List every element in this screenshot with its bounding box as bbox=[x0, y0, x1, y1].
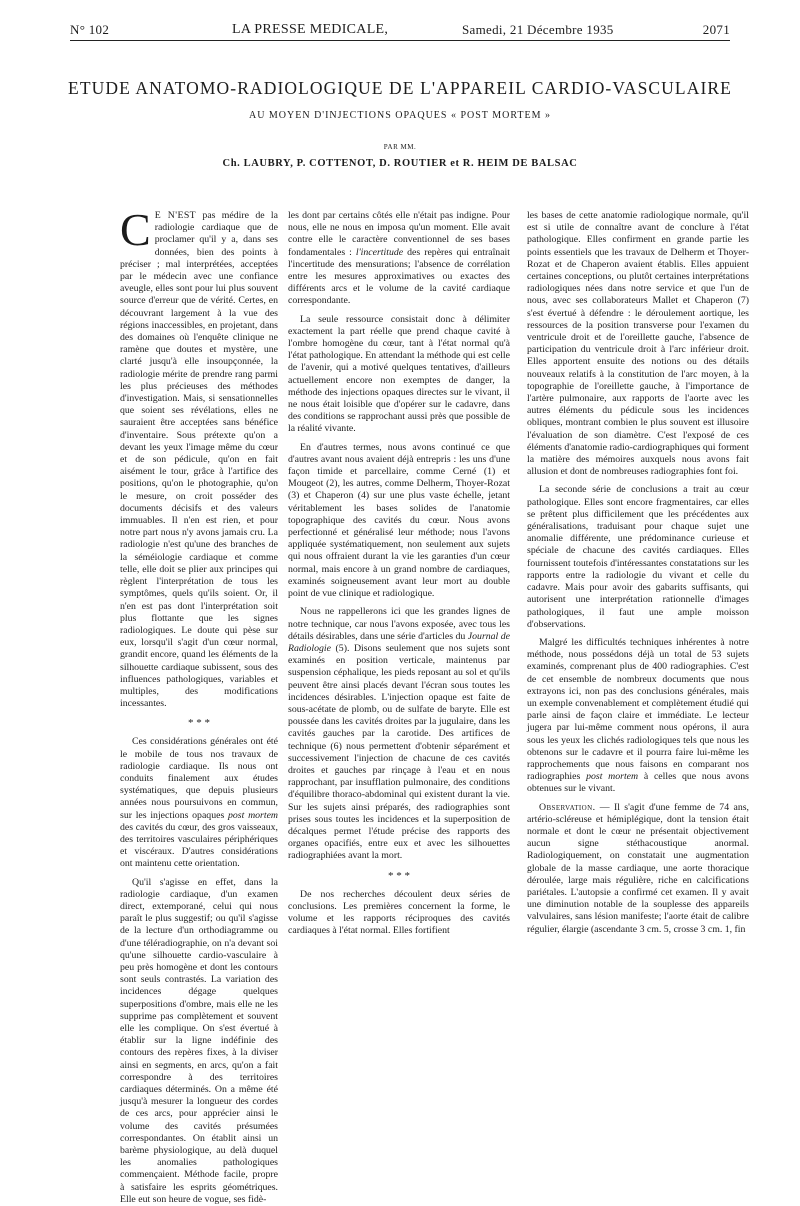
paragraph-text: des cavités du cœur, des gros vaisseaux, des territoires vasculaires périphériques et viscéraux. D'autres considérations ont maintenu cette orientation. bbox=[120, 821, 278, 870]
paragraph-text: — Il s'agit d'une femme de 74 ans, artério-scléreuse et hémiplégique, dont la tension était normale et dont le cœur ne présentait objectivement aucun signe stéthacoustique anormal. Radiologiquement, on constatait une augmentation globale de la masse cardiaque, une aorte thoracique déroulée, large mais régulière, riche en calcifications pariétales. L'autopsie a confirmé cet examen. Il y avait une diminution notable de la souplesse des appareils valvulaires, sans lésion manifeste; l'aorte était de calibre régulier, élargie (ascendante 3 cm. 5, crosse 3 cm. 1, fin bbox=[527, 801, 749, 935]
paragraph bbox=[288, 210, 510, 308]
paragraph-text: pas médire de la radiologie cardiaque que de proclamer qu'il y a, dans ses données, bien des points à préciser ; mal interprétées, acceptées par le médecin avec une confiance aveugle, elles sont pour lui plus souvent source d'erreur que de vérité. Certes, en découvrant largement à la vue des régions inaccessibles, en projetant, dans des domaines où l'enquête clinique ne ramène que doutes et mystère, une clarté jusqu'à elle insoupçonnée, la radiologie mérite de prendre rang parmi les plus précieuses des méthodes d'investigation. Mais, si sensationnelles que soient ses révélations, elles ne sauraient être acceptées sans bénéfice d'inventaire. Sous prétexte qu'on a devant les yeux l'image même du cœur et de son pédicule, qu'on en fait aisément le tour, grâce à l'artifice des positions, qu'on le photographie, qu'on le mesure, on croit posséder des documents décisifs et des valeurs immuables. Il n'en est rien, et pour notre part nous n'y avons jamais cru. La radiologie n'est qu'une des branches de la séméiologie cardiaque et comme telle, elle doit se plier aux principes qui règlent l'interprétation de tous les symptômes, quels qu'ils soient. Or, il n'en est pas dont l'interprétation soit plus flottante que les signes radiologiques. Le doute qui pèse sur eux, lorsqu'il s'agit d'un cœur normal, grandit encore, quand les éléments de la silhouette cardiaque subissent, sous des influences pathologiques, variables et multiples, des modifications incessantes. bbox=[120, 210, 279, 710]
journal-name: LA PRESSE MEDICALE, bbox=[232, 22, 389, 37]
paragraph: En d'autres termes, nous avons continué ce que d'autres avant nous avaient déjà entrepris : les uns d'une façon timide et parcellaire, comme Cerné (1) et Mougeot (2), les autres, comme Delherm, Thoyer-Rozat (3) et Chaperon (4) sur une plus vaste échelle, jetant véritablement les bases solides de l'anatomie topographique des cavités du cœur. Nous avons perfectionné et généralisé leur méthode; nous l'avons appliquée systématiquement, non seulement aux sujets qui nous offraient durant la vie les garanties d'un cœur normal, mais encore à un grand nombre de cardiaques, examinés soigneusement avant leur mort au double point de vue clinique et radiologique. bbox=[288, 441, 510, 600]
paragraph bbox=[527, 802, 749, 936]
paragraph bbox=[120, 736, 278, 870]
paragraph bbox=[288, 606, 510, 862]
paragraph-text: les dont par certains côtés elle n'était pas indigne. Pour nous, elle ne nous en imposa qu'un moment. Elle avait contre elle le caractère conventionnel de ses bases fondamentales : bbox=[288, 210, 510, 258]
byline-prefix: PAR MM. bbox=[383, 143, 417, 151]
paragraph bbox=[120, 204, 279, 710]
paragraph: Qu'il s'agisse en effet, dans la radiologie cardiaque, d'un examen direct, extemporané, celui qui nous paraît le plus suggestif; ou qu'il s'agisse de la lecture d'un orthodiagramme ou d'une téléradiographie, on n'a devant soi qu'une silhouette cardio-vasculaire à peu près homogène et dont les contours sont seuls contrastés. La variation des incidences dégage quelques superpositions d'ombre, mais elle ne les supprime pas complètement et souvent elle les complique. On s'est évertué à établir sur la ligne indéfinie des contours des repères fixes, à la diviser ainsi en segments, en arcs, qu'on a fait correspondre à des territoires cardiaques déterminés. On a même été jusqu'à mesurer la longueur des cordes de ces arcs, pour apprécier ainsi le volume des cavités présumées correspondantes. On établit ainsi un barème physiologique, au delà duquel les anomalies pathologiques commençaient. Méthode facile, propre à satisfaire les esprits géométriques. Elle eut son heure de vogue, ses fidè- bbox=[120, 876, 278, 1205]
issue-number: N° 102 bbox=[70, 22, 110, 37]
paragraph: De nos recherches découlent deux séries de conclusions. Les premières concernent la forme, le volume et les rapports réciproques des cavités cardiaques à l'état normal. Elles fortifient bbox=[288, 888, 510, 937]
issue-date: Samedi, 21 Décembre 1935 bbox=[462, 22, 614, 37]
paragraph-text: Nous ne rappellerons ici que les grandes lignes de notre technique, car nous l'avons exposée, avec tous les détails désirables, dans une série d'articles du bbox=[288, 606, 510, 642]
header-rule bbox=[70, 40, 730, 41]
italic-text: l'incertitude bbox=[355, 246, 404, 258]
drop-cap: C bbox=[120, 204, 151, 255]
paragraph-text: Ces considérations générales ont été le mobile de tous nos travaux de radiologie cardiaque. Ils nous ont conduits finalement aux études systématiques, que depuis plusieurs années nous poursuivons en commun, sur les injections opaques bbox=[120, 736, 278, 821]
italic-text: Journal de Radiologie bbox=[288, 630, 510, 654]
paragraph bbox=[527, 637, 749, 796]
observation-label: Observation. bbox=[539, 801, 596, 813]
page-header bbox=[70, 20, 730, 42]
page-number: 2071 bbox=[702, 22, 730, 37]
lead-in: E N'EST bbox=[154, 210, 197, 221]
column-2 bbox=[288, 210, 510, 1065]
paragraph: La seconde série de conclusions a trait au cœur pathologique. Elles sont encore fragmentaires, car elles se prêtent plus difficilement que les précédentes aux généralisations, traduisant pour chaque sujet une anomalie différente, une prédominance curieuse et spéciale de chacune des cavités cardiaques. Elles fournissent toutefois d'intéressantes constatations sur les rapports entre la radiologie du vivant et celle du cadavre. Mais pour avoir des gabarits suffisants, qui autorisent une interprétation rationnelle d'images pathologiques, il faut une ample moisson d'observations. bbox=[527, 484, 749, 630]
paragraph-text: Malgré les difficultés techniques inhérentes à notre méthode, nous possédons déjà un total de 53 sujets examinés, comprenant plus de 400 radiographies. C'est de cet ensemble de nombreux documents que nous extrayons ici, non pas des conclusions générales, mais un exemple convenablement et complètement étudié qui parle ainsi de façon claire et immédiate. Le lecteur jugera par lui-même comment nous opérons, il aura sous les yeux les clichés radiologiques tels que nous les obtenons sur le cadavre et il pourra faire lui-même les rapprochements que nous faisons en comparant nos radiographies bbox=[527, 636, 749, 783]
paragraph: La seule ressource consistait donc à délimiter exactement la part réelle que prend chaque cavité à l'ombre homogène du cœur, tant à l'état normal qu'à l'état pathologique. En attendant la méthode qui est celle de l'avenir, qui a motivé quelques tentatives, d'ailleurs actuellement encore non exemptes de danger, la méthode des injections opaques directes sur le vivant, il ne nous était loisible que d'opérer sur le cadavre, dans des conditions se rapprochant aussi près que possible de la réalité vivante. bbox=[288, 313, 510, 435]
column-1 bbox=[120, 204, 279, 1205]
italic-text: post mortem bbox=[586, 771, 639, 783]
italic-text: post mortem bbox=[228, 809, 278, 821]
article-title: ETUDE ANATOMO-RADIOLOGIQUE DE L'APPAREIL CARDIO-VASCULAIRE bbox=[68, 78, 732, 98]
column-3 bbox=[527, 210, 749, 1065]
authors: Ch. LAUBRY, P. COTTENOT, D. ROUTIER et R. HEIM DE BALSAC bbox=[222, 158, 578, 169]
article-subtitle: AU MOYEN D'INJECTIONS OPAQUES « POST MORTEM » bbox=[248, 110, 552, 121]
section-stars: * * * bbox=[388, 869, 410, 882]
paragraph: les bases de cette anatomie radiologique normale, qu'il est si utile de connaître avant de conclure à l'état pathologique. Elles confirment en grande partie les points essentiels que les travaux de Delherm et Thoyer-Rozat et de Chaperon avaient établis. Elles appuient certaines conceptions, ou plutôt certaines interprétations radiologiques nées dans notre service et que l'un de nous, avec ses collaborateurs Mallet et Chaperon (7) s'est évertué à défendre : le déroulement aortique, les ressources de la position transverse pour l'examen du ventricule droit et de l'oreillette gauche, l'absence de participation du ventricule droit à l'arc inférieur droit. Elles apportent ensuite des notions ou des détails nouveaux relatifs à la constitution de l'arc moyen, à la topographie de l'oreillette gauche, à l'importance de l'artère pulmonaire, aux rapports de l'aorte avec les autres éléments du pédicule sous les incidences obliques, montrant combien le plus souvent est illusoire l'évaluation de son diamètre. C'est l'exposé de ces éléments d'anatomie radio-cardiographiques qui forment la matière des mémoires auxquels nous avons fait allusion et dont de nombreuses radiographies font foi. bbox=[527, 210, 749, 478]
section-stars: * * * bbox=[188, 717, 210, 730]
paragraph-text: (5). Disons seulement que nos sujets sont examinés en position verticale, maintenus par suspension céphalique, les pieds reposant au sol et qu'ils peuvent être ainsi placés devant l'écran sous toutes les incidences désirables. L'injection opaque est faite de sous-acétate de plomb, ou de sulfate de baryte. Elle est poussée dans les cavités droites par la jugulaire, dans les cavités gauches par la carotide. Des artifices de technique (6) nous permettent d'obtenir séparément et successivement l'injection de chacune de ces cavités droites et gauches par rinçage à l'eau et en nous rapprochant, par insufflation pulmonaire, des conditions d'équilibre thoraco-abdominal qui existent durant la vie. Sur les sujets ainsi préparés, des radiographies sont prises sous toutes les incidences et la superposition de décalques permet l'étude précise des rapports des organes opacifiés, entre eux et avec les silhouettes radiographiées avant la mort. bbox=[288, 642, 510, 862]
paragraph-text: à celles que nous avons obtenues sur le vivant. bbox=[527, 771, 749, 795]
paragraph-text: des repères qui entraînait l'incertitude des mensurations; l'absence de corrélation entre les mesures approximatives ou exactes des différents arcs et le volume de la cavité cardiaque correspondante. bbox=[288, 246, 510, 307]
